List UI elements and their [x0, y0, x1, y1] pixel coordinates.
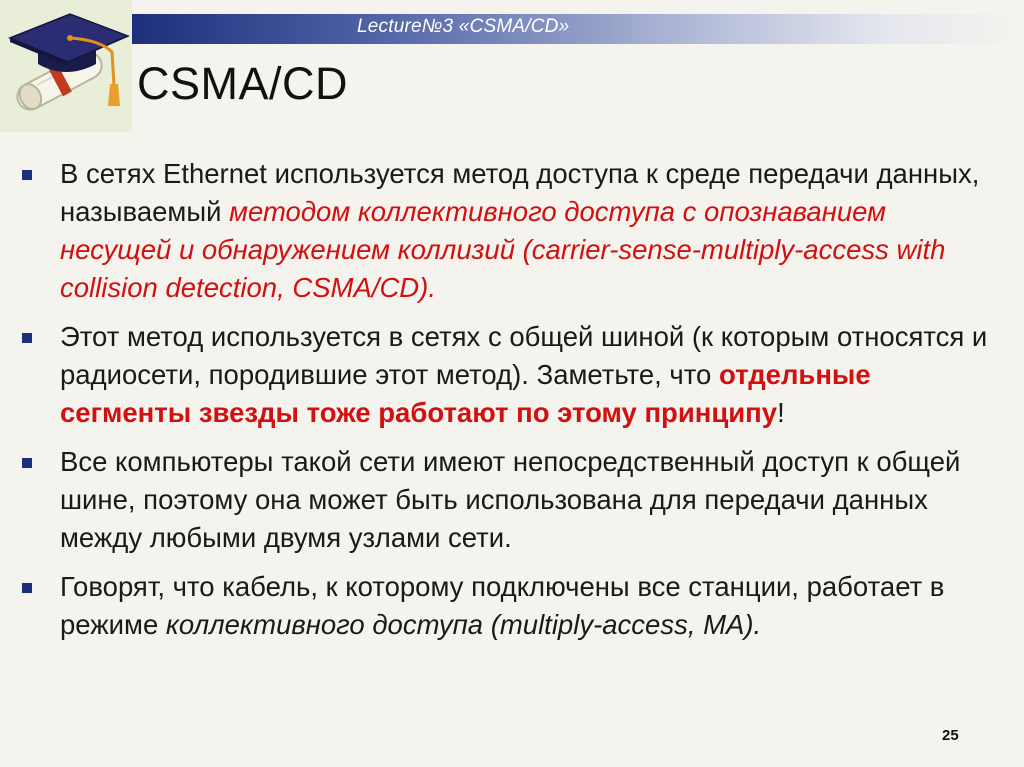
highlighted-term: методом коллективного доступа с опознаванием несущей и обнаружением коллизий (carrier-sense-multiply-access with collision detection, CSMA/CD). [60, 196, 946, 303]
page-number: 25 [942, 727, 959, 744]
bullet-square-icon [22, 333, 32, 343]
italic-term: коллективного доступа (multiply-access, MA). [165, 609, 762, 640]
bullet-item [22, 443, 997, 557]
bullet-text-end: ! [777, 397, 785, 428]
bullet-square-icon [22, 170, 32, 180]
bullet-square-icon [22, 458, 32, 468]
bullet-square-icon [22, 583, 32, 593]
bullet-item [22, 318, 997, 432]
bullet-text: Говорят, что кабель, к которому подключены все станции, работает в режиме [60, 571, 945, 640]
bullet-text: Все компьютеры такой сети имеют непосредственный доступ к общей шине, поэтому она может быть использована для передачи данных между любыми двумя узлами сети. [60, 446, 961, 553]
bullet-item [22, 568, 997, 644]
bullet-text: В сетях Ethernet используется метод доступа к среде передачи данных, называемый [60, 158, 980, 227]
highlighted-statement: отдельные сегменты звезды тоже работают по этому принципу [60, 359, 871, 428]
slide-title: CSMA/CD [137, 58, 349, 109]
bullet-item [22, 155, 997, 307]
lecture-title: Lecture№3 «CSMA/CD» [357, 16, 570, 37]
bullet-text: Этот метод используется в сетях с общей шиной (к которым относятся и радиосети, породившие этот метод). Заметьте, что [60, 321, 988, 390]
graduation-cap-icon [0, 0, 132, 132]
bullet-list [22, 155, 997, 655]
